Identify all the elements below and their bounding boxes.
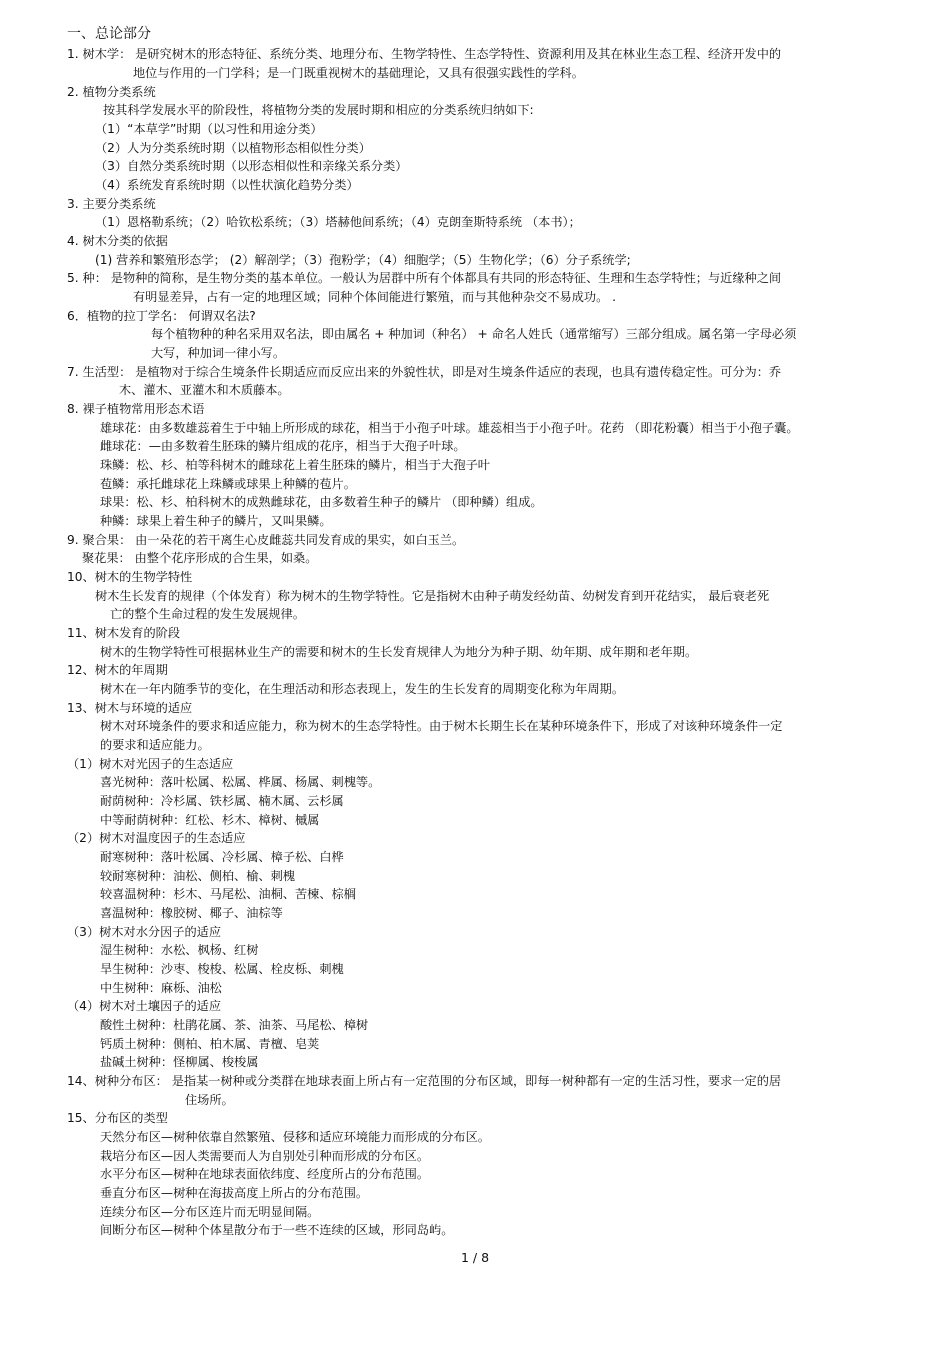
text-line: 1. 树木学： 是研究树木的形态特征、系统分类、地理分布、生物学特性、生态学特性、资源利用及其在林业生态工程、经济开发中的 — [67, 47, 782, 61]
text-line: 球果：松、杉、柏科树木的成熟雌球花，由多数着生种子的鳞片 （即种鳞）组成。 — [100, 495, 543, 509]
section-title: 一、总论部分 — [67, 26, 151, 42]
text-line: 耐寒树种：落叶松属、冷杉属、樟子松、白桦 — [100, 850, 344, 864]
text-line: 每个植物种的种名采用双名法，即由属名 + 种加词（种名） + 命名人姓氏（通常缩写）三部分组成。属名第一字母必须 — [151, 327, 797, 341]
text-line: 14、树种分布区： 是指某一树种或分类群在地球表面上所占有一定范围的分布区域，即每一树种都有一定的生活习性，要求一定的居 — [67, 1074, 782, 1088]
text-line: （1）树木对光因子的生态适应 — [67, 757, 234, 771]
text-line: 珠鳞：松、杉、柏等科树木的雌球花上着生胚珠的鳞片，相当于大孢子叶 — [100, 458, 490, 472]
text-line: 较耐寒树种：油松、侧柏、榆、刺槐 — [100, 869, 295, 883]
text-line: 钙质土树种：侧柏、柏木属、青檀、皂荚 — [100, 1037, 320, 1051]
text-line: 13、树木与环境的适应 — [67, 701, 193, 715]
text-line: 垂直分布区—树种在海拔高度上所占的分布范围。 — [100, 1186, 369, 1200]
text-line: 旱生树种：沙枣、梭梭、松属、栓皮栎、刺槐 — [100, 962, 344, 976]
text-line: 12、树木的年周期 — [67, 663, 168, 677]
text-line: 2. 植物分类系统 — [67, 85, 156, 99]
text-line: 木、灌木、亚灌木和木质藤本。 — [119, 383, 290, 397]
text-line: （1）恩格勒系统；（2）哈钦松系统；（3）塔赫他间系统；（4）克朗奎斯特系统 （本书）； — [95, 215, 581, 229]
text-line: 水平分布区—树种在地球表面依纬度、经度所占的分布范围。 — [100, 1167, 430, 1181]
text-line: 中等耐荫树种：红松、杉木、樟树、槭属 — [100, 813, 320, 827]
text-line: 聚花果： 由整个花序形成的合生果，如桑。 — [82, 551, 318, 565]
text-line: （3）树木对水分因子的适应 — [67, 925, 222, 939]
text-line: 树木在一年内随季节的变化，在生理活动和形态表现上，发生的生长发育的周期变化称为年周期。 — [100, 682, 625, 696]
text-line: 10、树木的生物学特性 — [67, 570, 193, 584]
text-line: 天然分布区—树种依靠自然繁殖、侵移和适应环境能力而形成的分布区。 — [100, 1130, 490, 1144]
text-line: 7. 生活型： 是植物对于综合生境条件长期适应而反应出来的外貌性状，即是对生境条件适应的表现，也具有遗传稳定性。可分为：乔 — [67, 365, 782, 379]
text-line: 有明显差异，占有一定的地理区域；同种个体间能进行繁殖，而与其他种杂交不易成功。 . — [133, 290, 617, 304]
text-line: 树木的生物学特性可根据林业生产的需要和树木的生长发育规律人为地分为种子期、幼年期、成年期和老年期。 — [100, 645, 698, 659]
text-line: 大写，种加词一律小写。 — [151, 346, 286, 360]
text-line: 5. 种： 是物种的简称，是生物分类的基本单位。一般认为居群中所有个体都具有共同的形态特征、生理和生态学特性；与近缘种之间 — [67, 271, 782, 285]
text-line: （1）“本草学”时期（以习性和用途分类） — [95, 122, 323, 136]
text-line: （4）系统发育系统时期（以性状演化趋势分类） — [95, 178, 359, 192]
text-line: 树木对环境条件的要求和适应能力，称为树木的生态学特性。由于树木长期生长在某种环境条件下，形成了对该种环境条件一定 — [100, 719, 783, 733]
text-line: 8. 裸子植物常用形态术语 — [67, 402, 205, 416]
text-line: 栽培分布区—因人类需要而人为自别处引种而形成的分布区。 — [100, 1149, 430, 1163]
text-line: 耐荫树种：冷杉属、铁杉属、楠木属、云杉属 — [100, 794, 344, 808]
text-line: 苞鳞：承托雌球花上珠鳞或球果上种鳞的苞片。 — [100, 477, 356, 491]
text-line: 9. 聚合果： 由一朵花的若干离生心皮雌蕊共同发育成的果实，如白玉兰。 — [67, 533, 465, 547]
text-line: 连续分布区—分布区连片而无明显间隔。 — [100, 1205, 320, 1219]
text-line: 中生树种：麻栎、油松 — [100, 981, 222, 995]
text-line: 酸性土树种：杜鹃花属、茶、油茶、马尾松、樟树 — [100, 1018, 369, 1032]
page-number: 1 / 8 — [460, 1250, 490, 1265]
text-line: (1) 营养和繁殖形态学； (2）解剖学；（3）孢粉学；（4）细胞学；（5）生物化学；（6）分子系统学; — [95, 253, 631, 267]
text-line: 的要求和适应能力。 — [100, 738, 210, 752]
text-line: 3. 主要分类系统 — [67, 197, 156, 211]
text-line: 住场所。 — [185, 1093, 234, 1107]
text-line: 4. 树木分类的依据 — [67, 234, 168, 248]
text-line: 树木生长发育的规律（个体发育）称为树木的生物学特性。它是指树木由种子萌发经幼苗、幼树发育到开花结实， 最后衰老死 — [95, 589, 770, 603]
text-line: 亡的整个生命过程的发生发展规律。 — [110, 607, 305, 621]
text-line: 种鳞：球果上着生种子的鳞片，又叫果鳞。 — [100, 514, 332, 528]
text-line: 间断分布区—树种个体星散分布于一些不连续的区域，形同岛屿。 — [100, 1223, 454, 1237]
text-line: （2）人为分类系统时期（以植物形态相似性分类） — [95, 141, 371, 155]
text-line: 湿生树种：水松、枫杨、红树 — [100, 943, 259, 957]
text-line: （2）树木对温度因子的生态适应 — [67, 831, 246, 845]
text-line: 盐碱土树种：怪柳属、梭梭属 — [100, 1055, 259, 1069]
text-line: 6．植物的拉丁学名： 何谓双名法? — [67, 309, 256, 323]
text-line: 较喜温树种：杉木、马尾松、油桐、苦楝、棕榈 — [100, 887, 356, 901]
text-line: 按其科学发展水平的阶段性，将植物分类的发展时期和相应的分类系统归纳如下: — [103, 103, 534, 117]
text-line: 喜光树种：落叶松属、松属、桦属、杨属、刺槐等。 — [100, 775, 381, 789]
text-line: （4）树木对土壤因子的适应 — [67, 999, 222, 1013]
text-line: 雄球花：由多数雄蕊着生于中轴上所形成的球花，相当于小孢子叶球。雄蕊相当于小孢子叶。花药 （即花粉囊）相当于小孢子囊。 — [100, 421, 799, 435]
text-line: 11、树木发育的阶段 — [67, 626, 181, 640]
text-line: 雌球花：—由多数着生胚珠的鳞片组成的花序，相当于大孢子叶球。 — [100, 439, 466, 453]
text-line: 地位与作用的一门学科；是一门既重视树木的基础理论，又具有很强实践性的学科。 — [133, 66, 584, 80]
text-line: （3）自然分类系统时期（以形态相似性和亲缘关系分类） — [95, 159, 408, 173]
text-line: 15、分布区的类型 — [67, 1111, 168, 1125]
text-line: 喜温树种：橡胶树、椰子、油棕等 — [100, 906, 283, 920]
